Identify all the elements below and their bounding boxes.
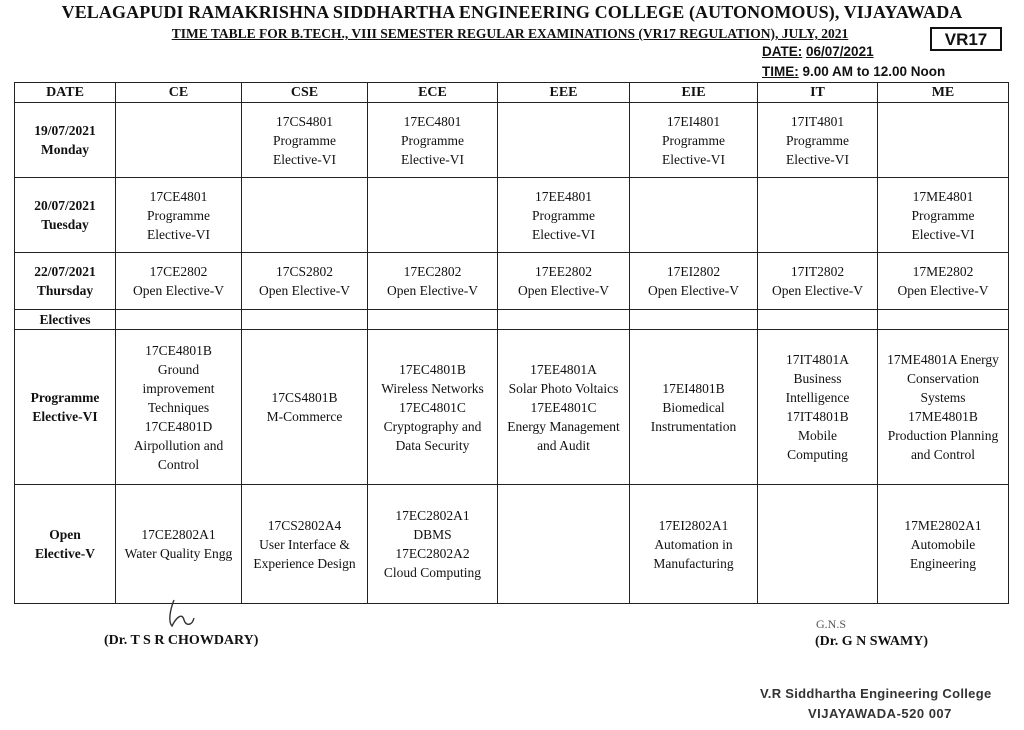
electives-empty-cell xyxy=(116,310,242,330)
day-line: 22/07/2021 xyxy=(34,264,96,279)
cell-line: Conservation xyxy=(907,371,979,386)
cell-eee xyxy=(498,330,630,485)
cell-line: 17IT4801B xyxy=(786,409,849,424)
cell-line: Control xyxy=(157,456,200,472)
cell-cse xyxy=(242,253,368,310)
college-stamp-address: VIJAYAWADA-520 007 xyxy=(808,706,952,721)
cell-line: Programme xyxy=(273,132,336,148)
cell-ce xyxy=(116,178,242,253)
college-stamp-name: V.R Siddhartha Engineering College xyxy=(760,686,992,701)
cell-cse xyxy=(242,485,368,604)
cell-cse xyxy=(242,103,368,178)
cell-line: 17ME2802A1 xyxy=(904,517,982,533)
cell-line: 17ME4801A Energy xyxy=(887,352,999,367)
cell-line: 17EE4801C xyxy=(530,399,597,415)
col-header-ece: ECE xyxy=(368,83,498,103)
table-row xyxy=(15,253,1009,310)
cell-it xyxy=(758,330,878,485)
cell-line: 17EC2802A2 xyxy=(395,546,470,561)
row-day-cell xyxy=(15,253,116,310)
cell-line: Open Elective-V xyxy=(517,283,610,298)
cell-line: Open Elective-V xyxy=(897,283,989,298)
time-value: 9.00 AM to 12.00 Noon xyxy=(802,64,946,79)
cell-me xyxy=(878,103,1009,178)
cell-line: Airpollution and xyxy=(133,437,224,453)
cell-line: Water Quality Engg xyxy=(124,546,233,561)
cell-line: Production Planning xyxy=(887,428,999,443)
cell-line: Cryptography and xyxy=(383,418,482,434)
row-day-cell xyxy=(15,485,116,604)
cell-ce xyxy=(116,253,242,310)
table-row xyxy=(15,178,1009,253)
col-header-date: DATE xyxy=(15,83,116,103)
cell-line: Elective-VI xyxy=(532,226,595,242)
cell-cse xyxy=(242,330,368,485)
cell-line: Programme xyxy=(401,132,464,148)
cell-line: Data Security xyxy=(395,437,470,453)
signature-scribble-right xyxy=(812,612,872,634)
cell-line: 17CS4801 xyxy=(275,113,333,129)
row-day-cell xyxy=(15,178,116,253)
cell-line: Open Elective-V xyxy=(132,283,225,298)
cell-line: 17IT4801 xyxy=(790,113,845,129)
cell-eee xyxy=(498,253,630,310)
cell-line: Programme xyxy=(662,132,725,148)
day-line: Monday xyxy=(40,142,89,157)
signature-left: (Dr. T S R CHOWDARY) xyxy=(104,633,259,648)
right-initials: G.N.S xyxy=(816,617,847,631)
cell-line: Solar Photo Voltaics xyxy=(508,380,619,396)
cell-ece xyxy=(368,253,498,310)
cell-line: 17CE4801 xyxy=(149,188,208,204)
day-line: Elective-VI xyxy=(32,409,98,424)
electives-row xyxy=(15,310,1009,330)
col-header-me: ME xyxy=(878,83,1009,103)
cell-line: Programme xyxy=(911,207,975,223)
header-row xyxy=(15,83,1009,103)
cell-line: Cloud Computing xyxy=(383,565,482,580)
day-line: 20/07/2021 xyxy=(34,198,96,213)
cell-line: and Audit xyxy=(537,437,590,453)
cell-line: Experience Design xyxy=(253,555,356,571)
cell-line: 17EI4801B xyxy=(662,380,725,396)
electives-empty-cell xyxy=(242,310,368,330)
cell-it xyxy=(758,485,878,604)
col-header-eee: EEE xyxy=(498,83,630,103)
cell-line: 17CE2802A1 xyxy=(141,527,216,542)
cell-line: DBMS xyxy=(413,527,452,542)
electives-empty-cell xyxy=(498,310,630,330)
cell-line: 17EC4801B xyxy=(399,361,466,377)
col-header-it: IT xyxy=(758,83,878,103)
col-header-eie: EIE xyxy=(630,83,758,103)
cell-line: Wireless Networks xyxy=(381,380,484,396)
cell-eee xyxy=(498,178,630,253)
cell-line: Elective-VI xyxy=(401,151,464,167)
cell-line: 17CS2802 xyxy=(275,264,333,279)
cell-line: 17IT4801A xyxy=(786,352,849,367)
cell-it xyxy=(758,253,878,310)
cell-line: Elective-VI xyxy=(662,151,725,167)
cell-line: 17EC4801C xyxy=(399,399,466,415)
row-day-cell xyxy=(15,330,116,485)
cell-line: M-Commerce xyxy=(266,409,343,424)
cell-line: Biomedical xyxy=(662,399,725,415)
cell-me xyxy=(878,330,1009,485)
cell-ce xyxy=(116,330,242,485)
cell-line: 17EE4801 xyxy=(535,188,592,204)
cell-it xyxy=(758,103,878,178)
timetable xyxy=(14,82,1009,604)
cell-line: and Control xyxy=(910,447,976,462)
cell-ece xyxy=(368,178,498,253)
cell-line: Ground xyxy=(157,361,200,377)
cell-line: Programme xyxy=(532,207,595,223)
cell-line: 17EC2802 xyxy=(403,264,462,279)
cell-ece xyxy=(368,485,498,604)
date-value: 06/07/2021 xyxy=(806,44,874,59)
electives-empty-cell xyxy=(878,310,1009,330)
signature-scribble-left xyxy=(160,596,210,632)
regulation-badge: VR17 xyxy=(930,27,1002,51)
day-line: Tuesday xyxy=(41,217,89,232)
cell-ce xyxy=(116,103,242,178)
cell-line: Instrumentation xyxy=(650,418,737,434)
cell-line: 17CE2802 xyxy=(149,264,208,279)
cell-line: 17CE4801B xyxy=(145,342,212,358)
cell-me xyxy=(878,485,1009,604)
cell-eie xyxy=(630,253,758,310)
cell-line: Manufacturing xyxy=(653,555,734,571)
table-row xyxy=(15,330,1009,485)
col-header-cse: CSE xyxy=(242,83,368,103)
day-line: Open xyxy=(49,527,81,542)
electives-empty-cell xyxy=(630,310,758,330)
cell-line: 17CS4801B xyxy=(271,390,338,405)
cell-eie xyxy=(630,330,758,485)
cell-line: Business xyxy=(793,371,842,386)
cell-line: Elective-VI xyxy=(273,151,336,167)
college-name: VELAGAPUDI RAMAKRISHNA SIDDHARTHA ENGINEERING COLLEGE (AUTONOMOUS), VIJAYAWADA xyxy=(61,2,963,22)
cell-line: improvement xyxy=(142,380,215,396)
time-label: TIME: xyxy=(762,64,799,79)
cell-line: Elective-VI xyxy=(911,226,975,242)
day-line: Programme xyxy=(30,390,100,405)
cell-me xyxy=(878,178,1009,253)
cell-line: Programme xyxy=(786,132,849,148)
cell-line: 17ME4801B xyxy=(908,409,978,424)
cell-line: Engineering xyxy=(910,555,976,571)
cell-line: Automation in xyxy=(654,536,733,552)
day-line: Elective-V xyxy=(35,546,95,561)
cell-it xyxy=(758,178,878,253)
cell-line: 17ME2802 xyxy=(912,264,974,279)
cell-line: 17ME4801 xyxy=(912,188,974,204)
cell-line: Techniques xyxy=(147,399,210,415)
electives-label: Electives xyxy=(15,310,116,330)
cell-line: 17CS2802A4 xyxy=(267,517,342,533)
cell-line: 17EC4801 xyxy=(403,113,462,129)
cell-me xyxy=(878,253,1009,310)
cell-line: 17IT2802 xyxy=(790,264,845,279)
cell-line: Open Elective-V xyxy=(258,283,351,298)
cell-line: Elective-VI xyxy=(147,226,210,242)
cell-eie xyxy=(630,178,758,253)
cell-line: 17EE2802 xyxy=(535,264,592,279)
cell-line: Energy Management xyxy=(507,418,620,434)
cell-ce xyxy=(116,485,242,604)
cell-line: 17EC2802A1 xyxy=(395,508,470,523)
cell-line: Programme xyxy=(147,207,210,223)
row-day-cell xyxy=(15,103,116,178)
cell-line: Automobile xyxy=(910,536,976,552)
cell-cse xyxy=(242,178,368,253)
electives-empty-cell xyxy=(758,310,878,330)
col-header-ce: CE xyxy=(116,83,242,103)
cell-line: Open Elective-V xyxy=(386,283,479,298)
cell-ece xyxy=(368,103,498,178)
signature-right: (Dr. G N SWAMY) xyxy=(815,634,929,649)
cell-eie xyxy=(630,103,758,178)
cell-line: Computing xyxy=(787,447,848,462)
exam-date xyxy=(762,44,874,59)
cell-eee xyxy=(498,485,630,604)
timetable-title: TIME TABLE FOR B.TECH., VIII SEMESTER REGULAR EXAMINATIONS (VR17 REGULATION), JULY, 2021 xyxy=(171,26,849,41)
cell-line: Open Elective-V xyxy=(771,283,864,298)
cell-line: 17CE4801D xyxy=(144,418,213,434)
cell-line: Mobile xyxy=(798,428,837,443)
exam-time xyxy=(762,64,945,79)
day-line: Thursday xyxy=(36,283,94,298)
cell-eee xyxy=(498,103,630,178)
table-row xyxy=(15,103,1009,178)
cell-line: Elective-VI xyxy=(786,151,849,167)
cell-ece xyxy=(368,330,498,485)
cell-line: 17EI2802A1 xyxy=(658,517,729,533)
cell-line: Intelligence xyxy=(785,390,850,405)
cell-line: Systems xyxy=(920,390,966,405)
electives-empty-cell xyxy=(368,310,498,330)
table-row xyxy=(15,485,1009,604)
cell-line: 17EI4801 xyxy=(666,113,721,129)
cell-line: 17EI2802 xyxy=(666,264,721,279)
cell-eie xyxy=(630,485,758,604)
date-label: DATE: xyxy=(762,44,803,59)
cell-line: 17EE4801A xyxy=(530,361,597,377)
cell-line: Open Elective-V xyxy=(647,283,740,298)
day-line: 19/07/2021 xyxy=(34,123,96,138)
cell-line: User Interface & xyxy=(259,536,350,552)
